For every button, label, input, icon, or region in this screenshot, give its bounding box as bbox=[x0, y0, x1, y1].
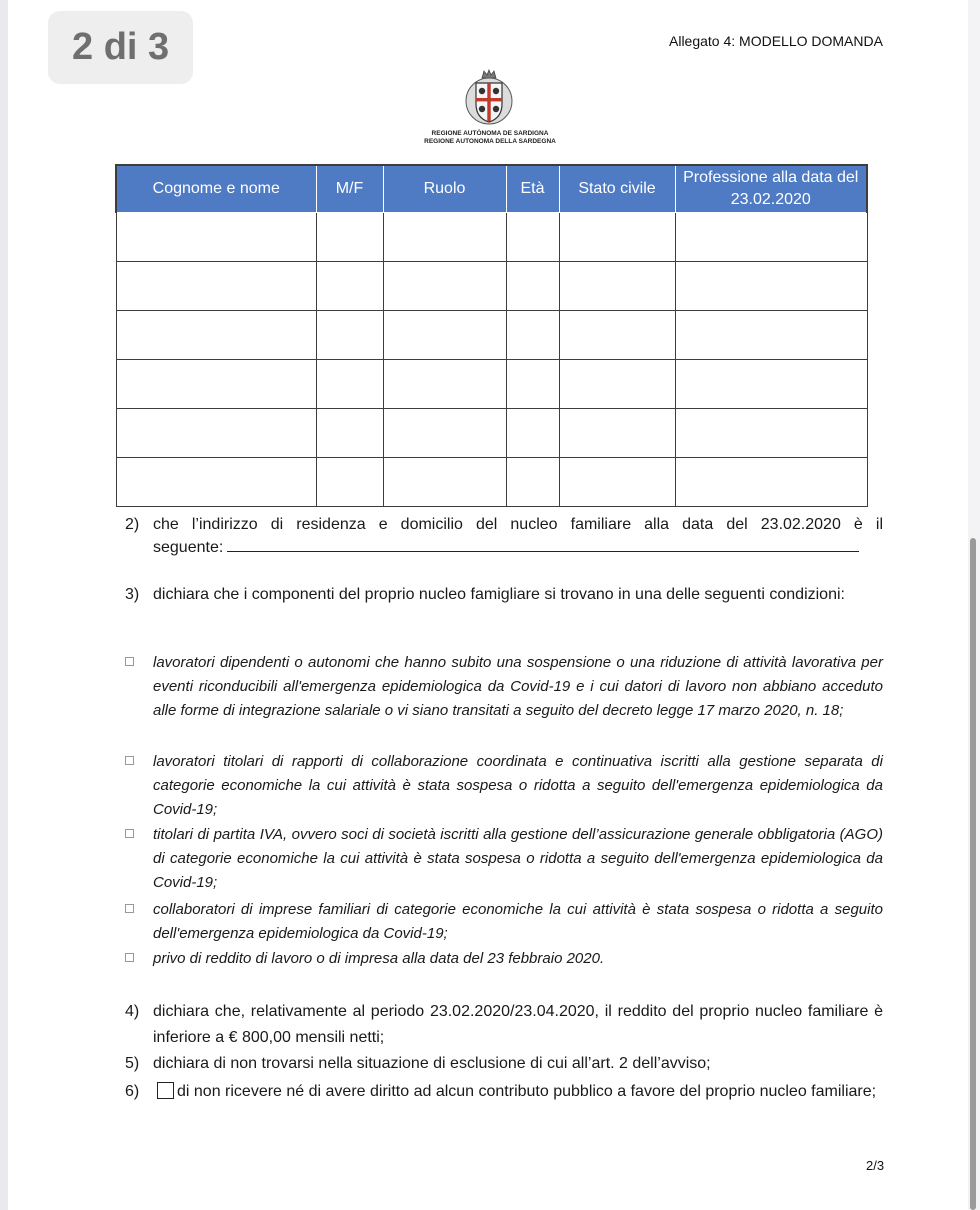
region-name bbox=[400, 130, 580, 146]
table-cell[interactable] bbox=[116, 409, 316, 458]
condition-text: privo di reddito di lavoro o di impresa alla data del 23 febbraio 2020. bbox=[153, 950, 605, 967]
item-2-text-line2 bbox=[153, 536, 883, 559]
item-2-seguente: seguente: bbox=[153, 539, 224, 556]
condition-text: lavoratori dipendenti o autonomi che hanno subito una sospensione o una riduzione di attività lavorativa per eventi riconducibili all'emergenza epidemiologica da Covid-19 e i cui datori di lavoro non abbiano acceduto alle forme di integrazione salariale o vi siano transitati a seguito del decreto legge 17 marzo 2020, n. 18; bbox=[153, 654, 883, 719]
table-cell[interactable] bbox=[559, 458, 675, 507]
table-cell[interactable] bbox=[316, 360, 383, 409]
table-cell[interactable] bbox=[316, 458, 383, 507]
col-header-ruolo: Ruolo bbox=[383, 165, 506, 213]
table-cell[interactable] bbox=[506, 262, 559, 311]
condition-text: titolari di partita IVA, ovvero soci di società iscritti alla gestione dell’assicurazione generale obbligatoria (AGO) di categorie economiche la cui attività è stata sospesa o ridotta a seguito dell'emergenza epidemiologica da Covid-19; bbox=[153, 826, 883, 891]
table-row bbox=[116, 311, 867, 360]
table-cell[interactable] bbox=[316, 213, 383, 262]
household-members-table bbox=[115, 164, 868, 507]
table-cell[interactable] bbox=[559, 360, 675, 409]
table-cell[interactable] bbox=[675, 458, 867, 507]
table-row bbox=[116, 213, 867, 262]
table-row bbox=[116, 409, 867, 458]
table-cell[interactable] bbox=[116, 262, 316, 311]
item-5-text: dichiara di non trovarsi nella situazione di esclusione di cui all’art. 2 dell’avviso; bbox=[153, 1055, 711, 1072]
table-cell[interactable] bbox=[116, 213, 316, 262]
viewer-left-edge bbox=[0, 0, 8, 1210]
table-cell[interactable] bbox=[506, 213, 559, 262]
table-cell[interactable] bbox=[675, 360, 867, 409]
table-cell[interactable] bbox=[316, 409, 383, 458]
col-header-professione: Professione alla data del 23.02.2020 bbox=[675, 165, 867, 213]
item-3-text: dichiara che i componenti del proprio nucleo famigliare si trovano in una delle seguenti condizioni: bbox=[153, 586, 845, 603]
table-cell[interactable] bbox=[383, 360, 506, 409]
item-4-number: 4) bbox=[125, 1003, 140, 1020]
table-row bbox=[116, 360, 867, 409]
table-row bbox=[116, 262, 867, 311]
item-6-number: 6) bbox=[125, 1083, 140, 1100]
page-number: 2/3 bbox=[866, 1158, 885, 1173]
item-4-text: dichiara che, relativamente al periodo 23.02.2020/23.04.2020, il reddito del proprio nucleo familiare è inferiore a € 800,00 mensili netti; bbox=[153, 1003, 883, 1046]
item-5-number: 5) bbox=[125, 1055, 140, 1072]
table-cell[interactable] bbox=[383, 458, 506, 507]
table-cell[interactable] bbox=[675, 409, 867, 458]
table-cell[interactable] bbox=[559, 262, 675, 311]
table-cell[interactable] bbox=[383, 213, 506, 262]
condition-text: collaboratori di imprese familiari di categorie economiche la cui attività è stata sospesa o ridotta a seguito dell'emergenza epidemiologica da Covid-19; bbox=[153, 901, 883, 942]
item-6-checkbox[interactable] bbox=[157, 1082, 174, 1099]
table-cell[interactable] bbox=[559, 409, 675, 458]
condition-checkbox[interactable] bbox=[125, 756, 134, 765]
item-6-text: di non ricevere né di avere diritto ad alcun contributo pubblico a favore del proprio nucleo familiare; bbox=[177, 1083, 877, 1100]
condition-checkbox[interactable] bbox=[125, 657, 134, 666]
condition-checkbox[interactable] bbox=[125, 904, 134, 913]
table-cell[interactable] bbox=[383, 409, 506, 458]
col-header-sesso: M/F bbox=[316, 165, 383, 213]
item-6-paragraph bbox=[157, 1078, 883, 1105]
table-cell[interactable] bbox=[675, 262, 867, 311]
table-cell[interactable] bbox=[506, 409, 559, 458]
table-cell[interactable] bbox=[383, 262, 506, 311]
col-header-stato-civile: Stato civile bbox=[559, 165, 675, 213]
table-cell[interactable] bbox=[559, 213, 675, 262]
region-coat-of-arms-icon bbox=[462, 68, 516, 126]
table-cell[interactable] bbox=[116, 360, 316, 409]
table-cell[interactable] bbox=[116, 311, 316, 360]
table-header-row bbox=[116, 165, 867, 213]
table-cell[interactable] bbox=[506, 360, 559, 409]
table-cell[interactable] bbox=[506, 311, 559, 360]
condition-text: lavoratori titolari di rapporti di collaborazione coordinata e continuativa iscritti alla gestione separata di categorie economiche la cui attività è stata sospesa o ridotta a seguito dell'emergenza epidemiologica da Covid-19; bbox=[153, 753, 883, 818]
item-3-number: 3) bbox=[125, 586, 140, 603]
col-header-cognome-nome: Cognome e nome bbox=[116, 165, 316, 213]
table-cell[interactable] bbox=[316, 311, 383, 360]
address-fill-line[interactable] bbox=[227, 537, 859, 552]
table-cell[interactable] bbox=[675, 311, 867, 360]
page-indicator: 2 di 3 bbox=[48, 11, 193, 84]
table-cell[interactable] bbox=[559, 311, 675, 360]
allegato-label: Allegato 4: MODELLO DOMANDA bbox=[669, 33, 883, 49]
table-row bbox=[116, 458, 867, 507]
item-2-number: 2) bbox=[125, 516, 140, 533]
region-name-italian: REGIONE AUTONOMA DELLA SARDEGNA bbox=[424, 138, 556, 145]
table-cell[interactable] bbox=[116, 458, 316, 507]
table-cell[interactable] bbox=[506, 458, 559, 507]
region-name-sardinian: REGIONE AUTÒNOMA DE SARDIGNA bbox=[431, 130, 549, 137]
table-cell[interactable] bbox=[675, 213, 867, 262]
table-cell[interactable] bbox=[383, 311, 506, 360]
condition-checkbox[interactable] bbox=[125, 953, 134, 962]
table-cell[interactable] bbox=[316, 262, 383, 311]
condition-checkbox[interactable] bbox=[125, 829, 134, 838]
scrollbar[interactable] bbox=[970, 538, 976, 1210]
col-header-eta: Età bbox=[506, 165, 559, 213]
item-2-text: che l’indirizzo di residenza e domicilio del nucleo familiare alla data del 23.02.2020 è il bbox=[153, 516, 883, 533]
